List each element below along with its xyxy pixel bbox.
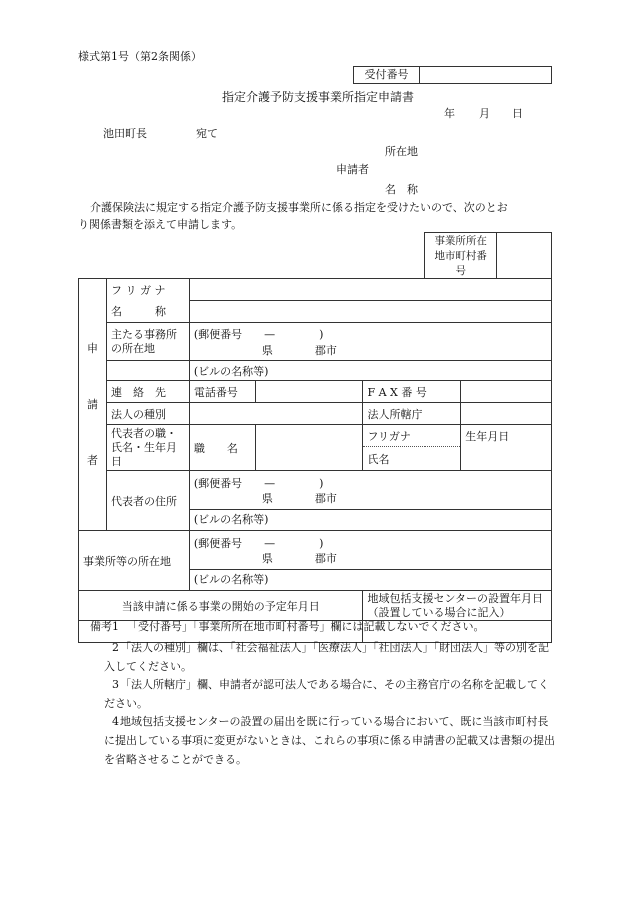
rep-info-label: 代表者の職・氏名・生年月日 bbox=[106, 425, 189, 471]
receipt-value[interactable] bbox=[421, 67, 551, 83]
rep-furigana-label: フリガナ bbox=[363, 425, 461, 447]
office-address-label: 事業所等の所在地 bbox=[79, 531, 190, 591]
date-month: 月 bbox=[479, 107, 490, 120]
note-1: 備考1 「受付番号」「事業所所在地市町村番号」欄には記載しないでください。 bbox=[90, 620, 485, 633]
addressee-suffix: 宛て bbox=[196, 127, 218, 140]
office-address-field[interactable]: (郵便番号 — ) 県 郡市 (ビルの名称等) bbox=[189, 531, 551, 591]
rep-address-field[interactable]: (郵便番号 — ) 県 郡市 (ビルの名称等) bbox=[189, 471, 551, 531]
form-number: 様式第1号（第2条関係） bbox=[78, 50, 202, 63]
intro-text-2: り関係書類を添えて申請します。 bbox=[78, 218, 243, 231]
birthdate-label: 生年月日 bbox=[461, 425, 552, 471]
date-day: 日 bbox=[512, 107, 523, 120]
start-date-label: 当該申請に係る事業の開始の予定年月日 bbox=[79, 591, 363, 621]
corp-type-label: 法人の種別 bbox=[106, 403, 189, 425]
main-office-building[interactable]: (ビルの名称等) bbox=[189, 361, 551, 381]
corp-authority-field[interactable] bbox=[461, 403, 552, 425]
application-table bbox=[78, 232, 552, 643]
corp-type-field[interactable] bbox=[189, 403, 363, 425]
applicant-name-label: 名 称 bbox=[385, 183, 418, 196]
furigana-label: フ リ ガ ナ bbox=[106, 279, 189, 301]
phone-label: 電話番号 bbox=[189, 381, 255, 403]
position-label: 職 名 bbox=[189, 425, 255, 471]
corp-authority-label: 法人所轄庁 bbox=[363, 403, 461, 425]
fax-field[interactable] bbox=[461, 381, 552, 403]
note-3: 3「法人所轄庁」欄、申請者が認可法人である場合に、その主務官庁の名称を記載してください。 bbox=[104, 678, 549, 710]
receipt-box bbox=[353, 66, 552, 84]
applicant-side-label: 申 請 者 bbox=[79, 279, 107, 531]
receipt-label: 受付番号 bbox=[354, 67, 420, 83]
main-office-label: 主たる事務所の所在地 bbox=[106, 323, 189, 361]
intro-text-1: 介護保険法に規定する指定介護予防支援事業所に係る指定を受けたいので、次のとお bbox=[90, 201, 508, 214]
document-title: 指定介護予防支援事業所指定申請書 bbox=[222, 90, 415, 104]
position-field[interactable] bbox=[255, 425, 363, 471]
center-date-label: 地域包括支援センターの設置年月日（設置している場合に記入） bbox=[363, 591, 552, 621]
phone-field[interactable] bbox=[255, 381, 363, 403]
applicant-label: 申請者 bbox=[336, 163, 369, 176]
rep-name-label: 氏名 bbox=[363, 447, 461, 471]
municipality-code-label: 事業所所在地市町村番号 bbox=[425, 233, 497, 279]
contact-label: 連 絡 先 bbox=[106, 381, 189, 403]
main-office-field[interactable]: (郵便番号 — ) 県 郡市 bbox=[189, 323, 551, 361]
rep-address-label: 代表者の住所 bbox=[106, 471, 189, 531]
note-4: 4地域包括支援センターの設置の届出を既に行っている場合において、既に当該市町村長に提出している事項に変更がないときは、これらの事項に係る申請書の記載又は書類の提出を省略させることができる。 bbox=[104, 715, 555, 766]
name-label: 名 称 bbox=[106, 301, 189, 323]
name-field[interactable] bbox=[189, 301, 551, 323]
furigana-field[interactable] bbox=[189, 279, 551, 301]
note-2: 2「法人の種別」欄は、「社会福祉法人」「医療法人」「社団法人」「財団法人」等の別を記入してください。 bbox=[104, 641, 549, 673]
applicant-address-label: 所在地 bbox=[385, 145, 418, 158]
municipality-code-value[interactable] bbox=[497, 233, 552, 279]
addressee-name: 池田町長 bbox=[103, 127, 147, 140]
date-year: 年 bbox=[444, 107, 455, 120]
fax-label: F A X 番 号 bbox=[363, 381, 461, 403]
